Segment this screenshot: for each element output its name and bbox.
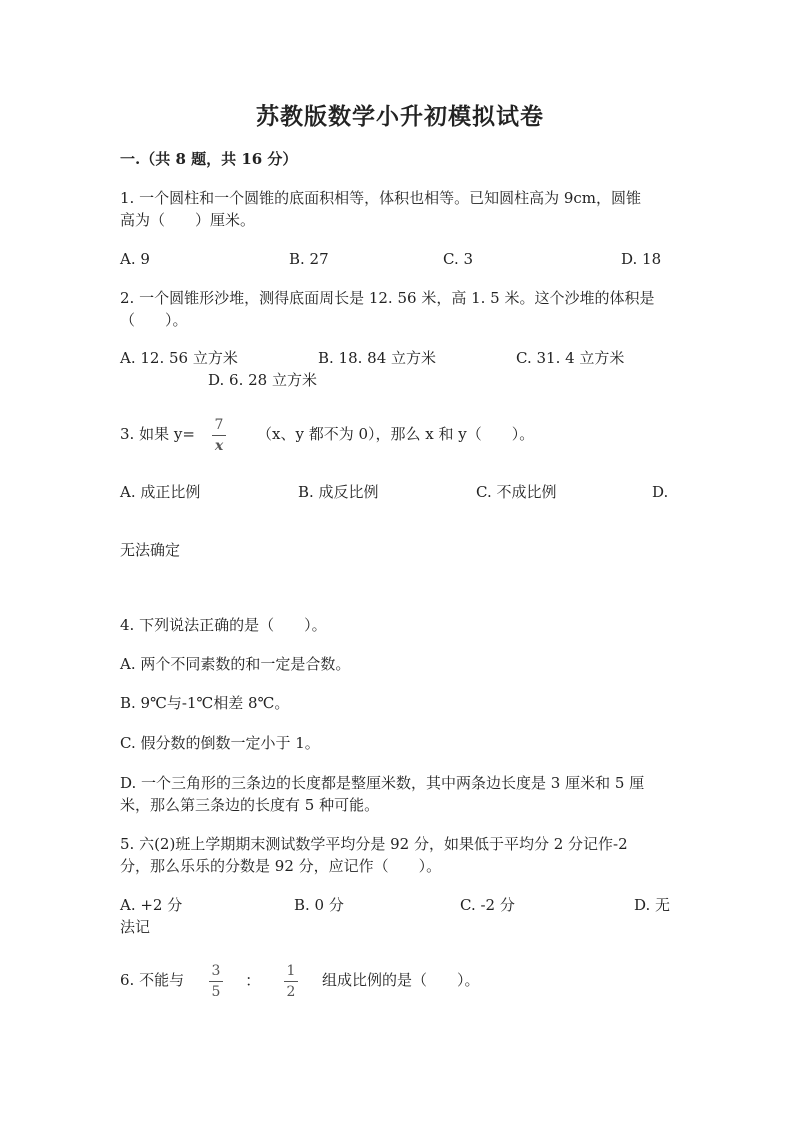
q6-fraction-2-denominator: 2 (286, 984, 296, 1000)
q2-stem-line2: （ ）。 (120, 311, 188, 329)
q5-option-d-continued: 法记 (120, 918, 151, 936)
q5-option-a: A. +2 分 (120, 896, 183, 914)
q2-option-d: D. 6. 28 立方米 (208, 371, 317, 389)
q3-option-d: D. (652, 483, 669, 501)
q6-suffix: 组成比例的是（ ）。 (322, 971, 480, 989)
q1-stem-line2: 高为（ ）厘米。 (120, 211, 256, 229)
q6-ratio-colon: ： (245, 971, 262, 990)
q1-option-b: B. 27 (289, 250, 329, 268)
q2-option-a: A. 12. 56 立方米 (120, 349, 238, 367)
q5-option-d: D. 无 (634, 896, 671, 914)
q5-stem-line1: 5. 六(2)班上学期期末测试数学平均分是 92 分，如果低于平均分 2 分记作-2 (120, 835, 628, 853)
q3-option-b: B. 成反比例 (298, 483, 379, 501)
q3-fraction-numerator: 7 (214, 417, 224, 433)
q3-option-d-continued: 无法确定 (120, 541, 181, 559)
q4-option-b: B. 9℃与-1℃相差 8℃。 (120, 694, 290, 712)
q2-stem-line1: 2. 一个圆锥形沙堆，测得底面周长是 12. 56 米，高 1. 5 米。这个沙堆的体积是 (120, 289, 655, 307)
page-title: 苏教版数学小升初模拟试卷 (256, 103, 544, 130)
q3-prefix: 3. 如果 y= (120, 425, 195, 443)
q4-option-c: C. 假分数的倒数一定小于 1。 (120, 734, 320, 752)
q4-option-a: A. 两个不同素数的和一定是合数。 (120, 655, 351, 673)
q1-option-a: A. 9 (120, 250, 150, 268)
q3-option-c: C. 不成比例 (476, 483, 557, 501)
q2-option-b: B. 18. 84 立方米 (318, 349, 437, 367)
q3-fraction-denominator: x (214, 438, 224, 454)
q6-fraction-1-numerator: 3 (211, 963, 221, 979)
q3-option-a: A. 成正比例 (120, 483, 201, 501)
q4-option-d-line2: 米，那么第三条边的长度有 5 种可能。 (120, 796, 380, 814)
q3-suffix: （x、y 都不为 0），那么 x 和 y（ ）。 (257, 425, 535, 443)
q6-fraction-1 (209, 962, 223, 1001)
q5-stem-line2: 分，那么乐乐的分数是 92 分，应记作（ ）。 (120, 857, 442, 875)
q3-fraction (212, 416, 226, 455)
q6-fraction-2-numerator: 1 (286, 963, 296, 979)
q4-option-d-line1: D. 一个三角形的三条边的长度都是整厘米数，其中两条边长度是 3 厘米和 5 厘 (120, 774, 645, 792)
q5-option-b: B. 0 分 (294, 896, 344, 914)
fraction-bar (212, 435, 226, 436)
q6-fraction-2 (284, 962, 298, 1001)
fraction-bar (284, 981, 298, 982)
q5-option-c: C. -2 分 (460, 896, 515, 914)
q4-stem: 4. 下列说法正确的是（ ）。 (120, 616, 327, 634)
q1-option-d: D. 18 (621, 250, 662, 268)
q2-option-c: C. 31. 4 立方米 (516, 349, 625, 367)
q1-stem-line1: 1. 一个圆柱和一个圆锥的底面积相等，体积也相等。已知圆柱高为 9cm，圆锥 (120, 189, 642, 207)
section-heading: 一.（共 8 题，共 16 分） (120, 150, 298, 168)
q6-fraction-1-denominator: 5 (211, 984, 221, 1000)
q6-prefix: 6. 不能与 (120, 971, 185, 989)
fraction-bar (209, 981, 223, 982)
q1-option-c: C. 3 (443, 250, 474, 268)
